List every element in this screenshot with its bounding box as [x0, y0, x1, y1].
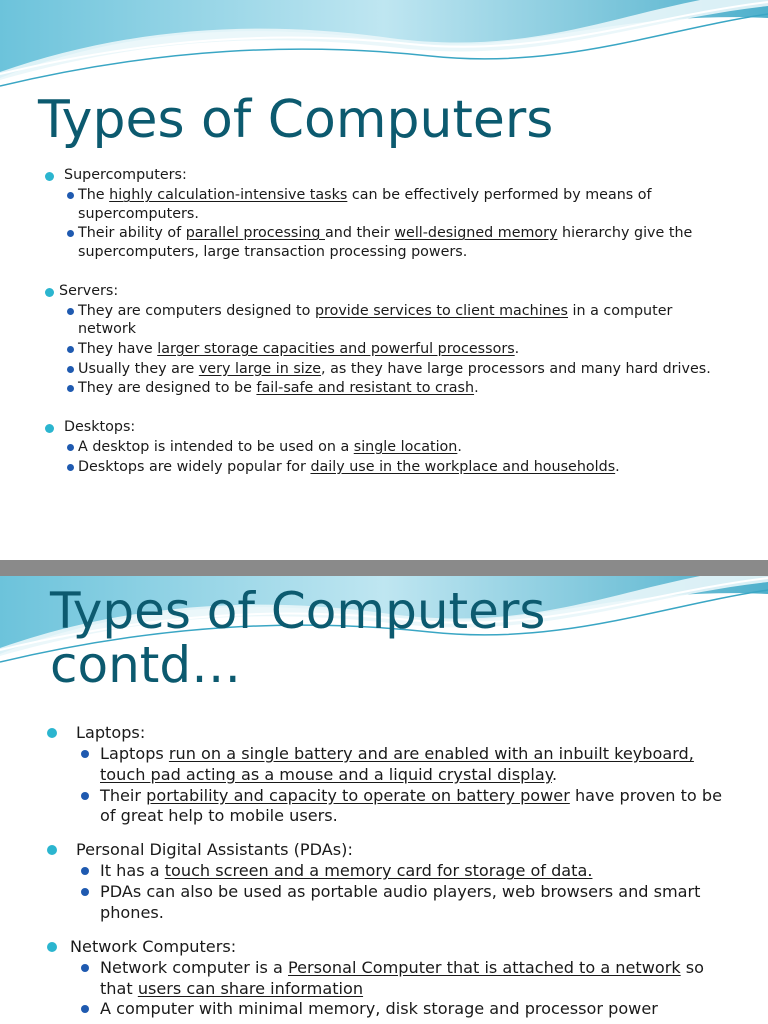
sub-bullet: Desktops are widely popular for daily use in the workplace and households. — [0, 458, 768, 477]
slide-title: Types of Computers — [38, 90, 554, 150]
bullet-heading: Laptops — [76, 723, 140, 742]
bullet-network-computers: Network Computers: — [0, 936, 768, 958]
sub-bullet: They are computers designed to provide services to client machines in a computer network — [0, 302, 768, 339]
header-wave-decoration — [0, 0, 768, 90]
bullet-dot-icon — [81, 888, 89, 896]
bullet-dot-icon — [67, 366, 74, 373]
bullet-heading: Supercomputers: — [64, 167, 187, 183]
bullet-dot-icon — [45, 288, 54, 297]
sub-bullet: The highly calculation-intensive tasks can be effectively performed by means of supercomputers. — [0, 186, 768, 223]
bullet-dot-icon — [81, 867, 89, 875]
bullet-heading: Servers: — [59, 282, 119, 299]
bullet-dot-icon — [81, 1005, 89, 1013]
sub-bullet: Their ability of parallel processing and their well-designed memory hierarchy give the supercomputers, large transaction processing powers. — [0, 224, 768, 261]
bullet-dot-icon — [67, 192, 74, 199]
bullet-dot-icon — [47, 845, 57, 855]
bullet-heading: Personal Digital Assistants (PDAs) — [76, 840, 348, 860]
bullet-dot-icon — [81, 750, 89, 758]
bullet-dot-icon — [67, 464, 74, 471]
bullet-supercomputers — [0, 166, 768, 185]
bullet-dot-icon — [45, 424, 54, 433]
bullet-heading: Network Computers — [70, 936, 231, 956]
sub-bullet: Their portability and capacity to operate on battery power have proven to be of great help to mobile users. — [0, 786, 768, 828]
bullet-laptops: Laptops: — [0, 722, 768, 744]
sub-bullet: PDAs can also be used as portable audio players, web browsers and smart phones. — [0, 882, 768, 924]
slide-1-body — [0, 166, 768, 476]
bullet-dot-icon — [81, 792, 89, 800]
sub-bullet: Network computer is a Personal Computer that is attached to a network so that users can share information — [0, 958, 768, 1000]
bullet-dot-icon — [81, 964, 89, 972]
bullet-desktops — [0, 418, 768, 437]
sub-bullet: A computer with minimal memory, disk storage and processor power — [0, 999, 768, 1020]
bullet-dot-icon — [67, 308, 74, 315]
sub-bullet: Usually they are very large in size, as they have large processors and many hard drives. — [0, 360, 768, 379]
slide-2-body — [0, 722, 768, 1020]
bullet-dot-icon — [67, 385, 74, 392]
slide-2 — [0, 576, 768, 1024]
bullet-dot-icon — [47, 942, 57, 952]
sub-bullet: They are designed to be fail-safe and resistant to crash. — [0, 379, 768, 398]
bullet-dot-icon — [67, 444, 74, 451]
bullet-dot-icon — [67, 346, 74, 353]
bullet-dot-icon — [45, 172, 54, 181]
sub-bullet: Laptops run on a single battery and are enabled with an inbuilt keyboard, touch pad acting as a mouse and a liquid crystal display. — [0, 744, 768, 786]
sub-bullet: They have larger storage capacities and powerful processors. — [0, 340, 768, 359]
slide-separator — [0, 560, 768, 576]
slide-title — [50, 584, 545, 692]
bullet-dot-icon — [67, 230, 74, 237]
title-line-2: contd… — [50, 636, 242, 694]
bullet-heading: Desktops: — [64, 418, 136, 435]
bullet-dot-icon — [47, 728, 57, 738]
title-line-1: Types of Computers — [50, 582, 546, 640]
sub-bullet: A desktop is intended to be used on a single location. — [0, 438, 768, 457]
bullet-pdas: Personal Digital Assistants (PDAs): — [0, 839, 768, 861]
sub-bullet: It has a touch screen and a memory card for storage of data. — [0, 861, 768, 882]
bullet-servers — [0, 282, 768, 301]
